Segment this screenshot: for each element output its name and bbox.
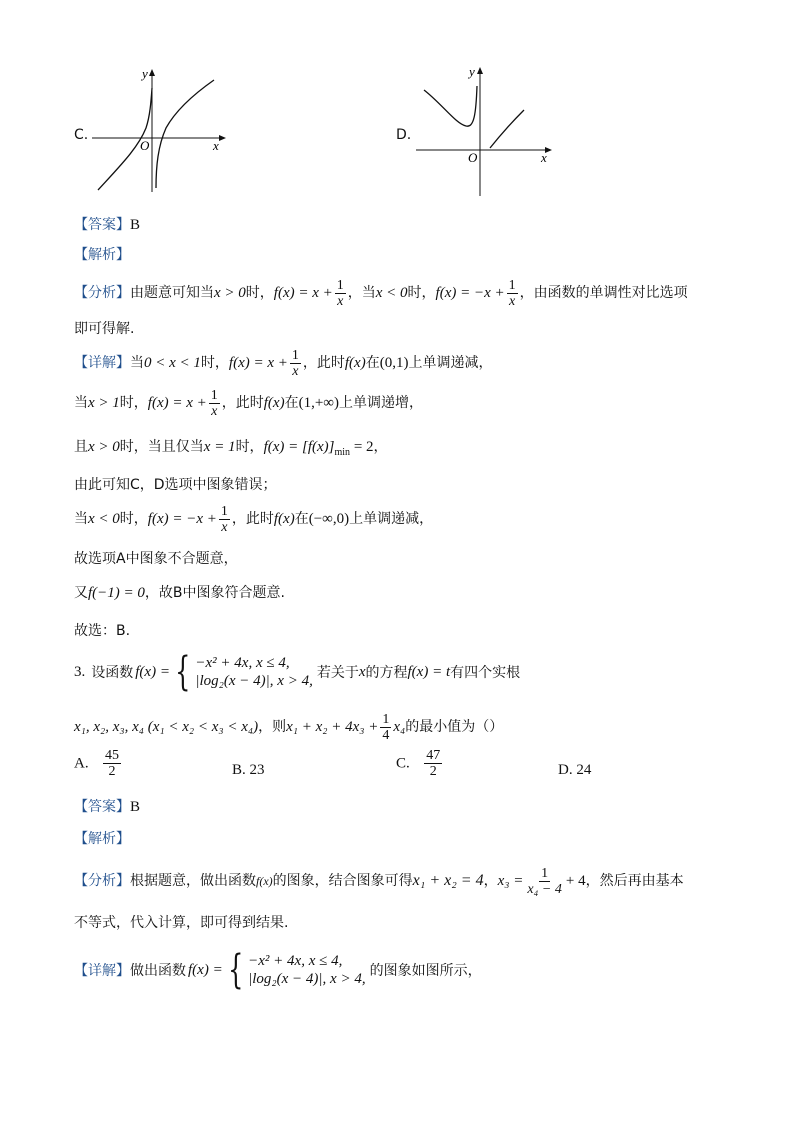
answer-value: B — [130, 217, 141, 233]
math: f(x) = x + — [228, 355, 288, 371]
math: x > 0 — [214, 285, 246, 301]
text: 上单调递减， — [408, 355, 493, 371]
text: 的方程 — [365, 665, 408, 681]
fraction: $\frac{1}{x}$ — [210, 387, 218, 419]
q2-detail-line7 — [74, 582, 285, 602]
math: (−∞,0) — [308, 511, 350, 527]
case-1: −x² + 4x, x ≤ 4, — [195, 655, 290, 671]
q2-detail-line5 — [74, 502, 433, 536]
fraction: $\frac{1}{x}$ — [508, 277, 516, 309]
math: f(x) = −x + — [435, 285, 505, 301]
text: ， — [483, 873, 498, 889]
q2-detail-line4: 由此可知C，D选项中图象错误； — [74, 477, 277, 493]
text: 在 — [284, 395, 299, 411]
text: 的图象，结合图象可得 — [272, 873, 413, 889]
math: x₁ + x₂ + 4x₃ + — [286, 719, 379, 735]
option-label: A. — [74, 755, 89, 772]
text: ，由函数的单调性对比选项 — [519, 285, 688, 301]
piecewise: { −x² + 4x, x ≤ 4, |log₂(x − 4)|, x > 4, — [227, 947, 366, 993]
answer-value: B — [130, 799, 141, 815]
math: x₃ = — [497, 873, 524, 889]
text: ，此时 — [302, 355, 345, 371]
text: ，故B中图象符合题意. — [144, 585, 285, 601]
text: 时， — [119, 511, 148, 527]
math: f(x) = t — [407, 663, 451, 680]
text: ，然后再由基本 — [585, 873, 684, 889]
q3-option-b[interactable]: B. 23 — [232, 762, 265, 778]
q3-detail-line1 — [74, 947, 482, 993]
math: f(x) = [f(x)] — [263, 439, 335, 455]
math: f(x) — [344, 355, 366, 371]
question-number: 3. — [74, 663, 86, 680]
text: 时， — [235, 439, 264, 455]
text: 若关于 — [316, 665, 359, 681]
q2-detail-line2 — [74, 386, 423, 420]
text: ，当 — [347, 285, 376, 301]
q3-stem-line1 — [74, 649, 521, 695]
right-branch — [490, 110, 524, 148]
text: ，此时 — [231, 511, 274, 527]
text: 在 — [365, 355, 380, 371]
fenxi-tag: 【分析】 — [74, 873, 130, 889]
text: 的图象如图所示， — [369, 963, 482, 979]
math: + 4 — [565, 873, 586, 889]
option-d-label: D. — [396, 127, 412, 143]
math: f(x) = −x + — [147, 511, 217, 527]
case-2: |log₂(x − 4)|, x > 4, — [195, 673, 313, 689]
analysis-tag: 【解析】 — [74, 247, 130, 263]
math: f(x) = x + — [147, 395, 207, 411]
fraction: $\frac{1}{\text{x₄ − 4}}$ — [527, 865, 562, 897]
math: = 2 — [350, 439, 374, 455]
option-d-graph — [414, 64, 556, 198]
q2-detail-line8: 故选：B. — [74, 623, 131, 639]
math: 0 < x < 1 — [144, 355, 201, 371]
text: 当 — [74, 511, 88, 527]
math: f(x) = — [188, 961, 223, 978]
axis-x-label: x — [213, 138, 219, 153]
math: x — [358, 663, 366, 680]
fenxi-tag: 【分析】 — [74, 285, 130, 301]
q2-detail-line3 — [74, 436, 388, 458]
q2-fenxi-line2: 即可得解. — [74, 321, 135, 337]
option-label: C. — [396, 755, 410, 772]
text: 根据题意，做出函数 — [130, 873, 256, 889]
math: x₄ — [393, 719, 406, 735]
math: f(x) = x + — [273, 285, 333, 301]
q3-option-c[interactable] — [396, 748, 444, 779]
text: 在 — [294, 511, 309, 527]
answer-q2 — [74, 214, 140, 234]
fraction: $\frac{1}{x}$ — [291, 347, 299, 379]
math: (0,1) — [379, 355, 409, 371]
text: 上单调递减， — [349, 511, 434, 527]
text: ， — [373, 439, 388, 455]
text: 的最小值为（） — [405, 719, 504, 735]
answer-q3 — [74, 796, 140, 816]
text: ，此时 — [221, 395, 264, 411]
text: 时， — [119, 395, 148, 411]
math: x < 0 — [88, 511, 120, 527]
text: 有四个实根 — [450, 665, 521, 681]
axis-y-label: y — [142, 66, 148, 81]
math: f(−1) = 0 — [88, 585, 145, 601]
q2-detail-line1 — [74, 346, 492, 380]
text: 由题意可知当 — [130, 285, 214, 301]
text: 又 — [74, 585, 88, 601]
q3-fenxi-line1 — [74, 864, 684, 898]
math: f(x) — [256, 874, 273, 888]
text: 上单调递增， — [338, 395, 423, 411]
left-branch — [424, 86, 477, 126]
fraction: $\frac{47}{2}$ — [426, 748, 441, 779]
case-1: −x² + 4x, x ≤ 4, — [248, 953, 343, 969]
detail-tag: 【详解】 — [74, 355, 130, 371]
fraction: $\frac{1}{x}$ — [336, 277, 344, 309]
text: 时，当且仅当 — [119, 439, 204, 455]
subscript: min — [334, 446, 351, 458]
analysis-tag: 【解析】 — [74, 831, 130, 847]
q3-option-a[interactable] — [74, 748, 123, 779]
math: x > 1 — [88, 395, 120, 411]
axis-y-label: y — [469, 64, 475, 79]
q3-fenxi-line2: 不等式，代入计算，即可得到结果. — [74, 915, 289, 931]
text: 当 — [130, 355, 144, 371]
math: x = 1 — [203, 439, 236, 455]
math: x₁ + x₂ = 4 — [412, 872, 484, 889]
math: x > 0 — [88, 439, 120, 455]
math: x < 0 — [375, 285, 408, 301]
text: 设函数 — [91, 665, 134, 681]
math: (1,+∞) — [298, 395, 339, 411]
origin-label: O — [140, 138, 150, 153]
piecewise: { −x² + 4x, x ≤ 4, |log₂(x − 4)|, x > 4, — [175, 649, 313, 695]
axis-x-label: x — [541, 150, 547, 165]
math: f(x) = — [135, 663, 170, 680]
option-c-label: C. — [74, 127, 89, 143]
q2-detail-line6: 故选项A中图象不合题意， — [74, 551, 238, 567]
y-axis-arrow — [477, 67, 483, 74]
option-c-graph — [90, 66, 230, 194]
origin-label: O — [468, 150, 478, 165]
fraction: $\frac{1}{4}$ — [382, 711, 390, 743]
fraction: $\frac{1}{x}$ — [220, 503, 228, 535]
text: 时， — [200, 355, 229, 371]
fraction: $\frac{45}{2}$ — [105, 748, 120, 779]
q2-fenxi-line1 — [74, 276, 688, 310]
y-axis-arrow — [149, 69, 155, 76]
text: 时， — [407, 285, 436, 301]
q3-option-d[interactable]: D. 24 — [558, 762, 592, 778]
q3-stem-line2 — [74, 710, 503, 744]
answer-tag: 【答案】 — [74, 217, 130, 233]
math: f(x) — [273, 511, 295, 527]
math: f(x) — [263, 395, 285, 411]
text: 当 — [74, 395, 88, 411]
math: x₁, x₂, x₃, x₄ (x₁ < x₂ < x₃ < x₄) — [74, 719, 259, 735]
x-axis-arrow — [219, 135, 226, 141]
right-branch — [156, 80, 214, 188]
text: ，则 — [258, 719, 287, 735]
case-2: |log₂(x − 4)|, x > 4, — [248, 971, 366, 987]
detail-tag: 【详解】 — [74, 963, 130, 979]
text: 时， — [245, 285, 274, 301]
text: 且 — [74, 439, 88, 455]
answer-tag: 【答案】 — [74, 799, 130, 815]
text: 做出函数 — [130, 963, 186, 979]
